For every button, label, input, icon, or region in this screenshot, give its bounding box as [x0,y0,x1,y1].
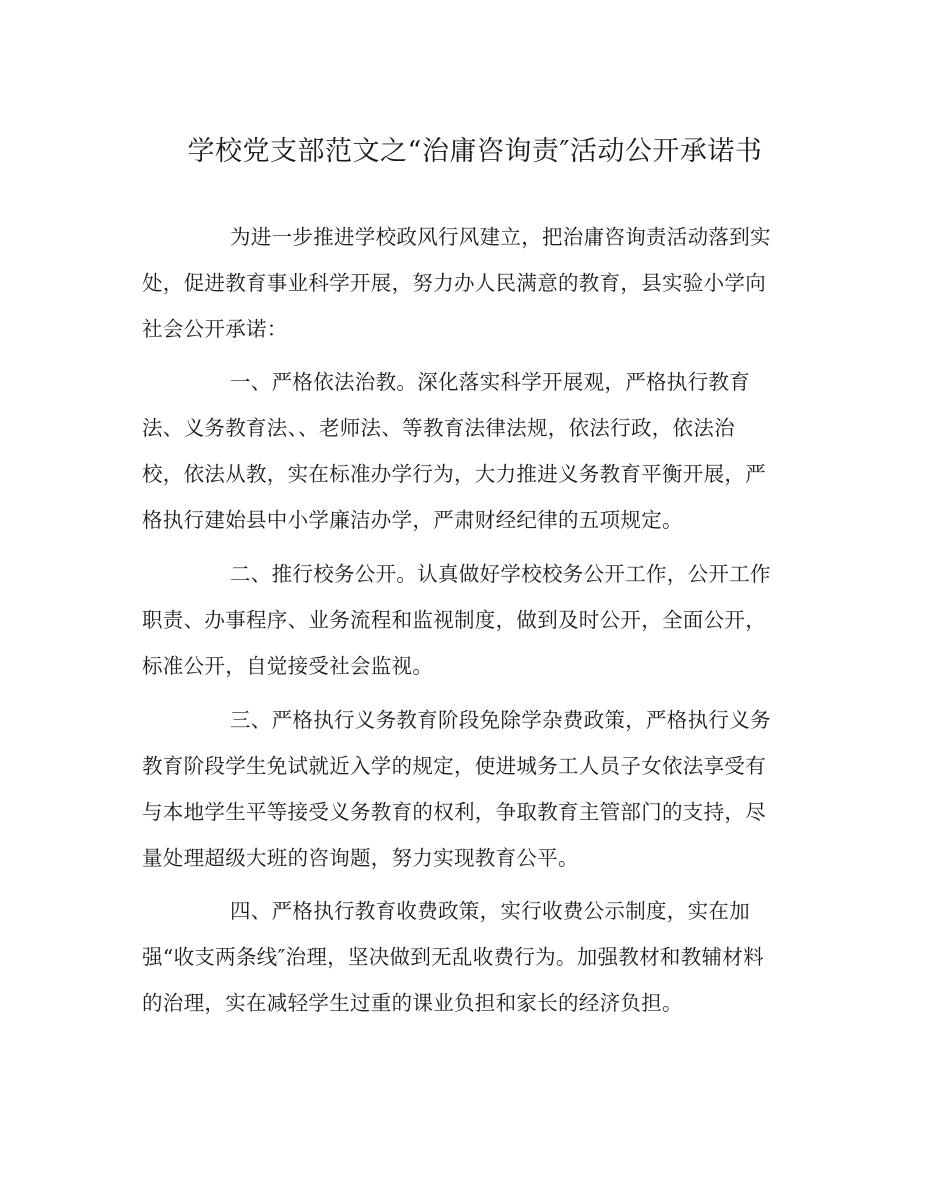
paragraph-intro [142,214,810,352]
paragraph-line: 二、推行校务公开。认真做好学校校务公开工作，公开工作 [230,562,771,586]
paragraph-item-4 [142,888,810,1026]
paragraph-line: 为进一步推进学校政风行风建立，把治庸咨询责活动落到实 [230,225,771,249]
paragraph-item-2 [142,551,810,689]
paragraph-line: 标准公开，自觉接受社会监视。 [142,654,434,678]
paragraph-line: 强“收支两条线″治理，坚决做到无乱收费行为。加强教材和教辅材料 [142,945,764,969]
paragraph-line: 四、严格执行教育收费政策，实行收费公示制度，实在加 [230,899,750,923]
paragraph-line: 教育阶段学生免试就近入学的规定，使进城务工人员子女依法享受有 [142,754,766,778]
document-title: 学校党支部范文之“治庸咨询责″活动公开承诺书 [187,136,763,167]
paragraph-line: 三、严格执行义务教育阶段免除学杂费政策，严格执行义务 [230,708,771,732]
paragraph-line: 校，依法从教，实在标准办学行为，大力推进义务教育平衡开展，严 [142,462,766,486]
paragraph-item-3 [142,697,810,881]
paragraph-line: 处，促进教育事业科学开展，努力办人民满意的教育，县实验小学向 [142,271,766,295]
paragraph-line: 的治理，实在减轻学生过重的课业负担和家长的经济负担。 [142,991,683,1015]
paragraph-line: 法、义务教育法、、老师法、等教育法律法规，依法行政，依法治 [142,416,735,440]
paragraph-line: 社会公开承诺： [142,317,288,341]
paragraph-line: 一、严格依法治教。深化落实科学开展观，严格执行教育 [230,370,750,394]
paragraph-item-1 [142,359,810,543]
paragraph-line: 职责、办事程序、业务流程和监视制度，做到及时公开，全面公开， [142,608,766,632]
paragraph-line: 量处理超级大班的咨询题，努力实现教育公平。 [142,846,579,870]
paragraph-line: 与本地学生平等接受义务教育的权利，争取教育主管部门的支持，尽 [142,800,766,824]
paragraph-line: 格执行建始县中小学廉洁办学，严肃财经纪律的五项规定。 [142,508,683,532]
